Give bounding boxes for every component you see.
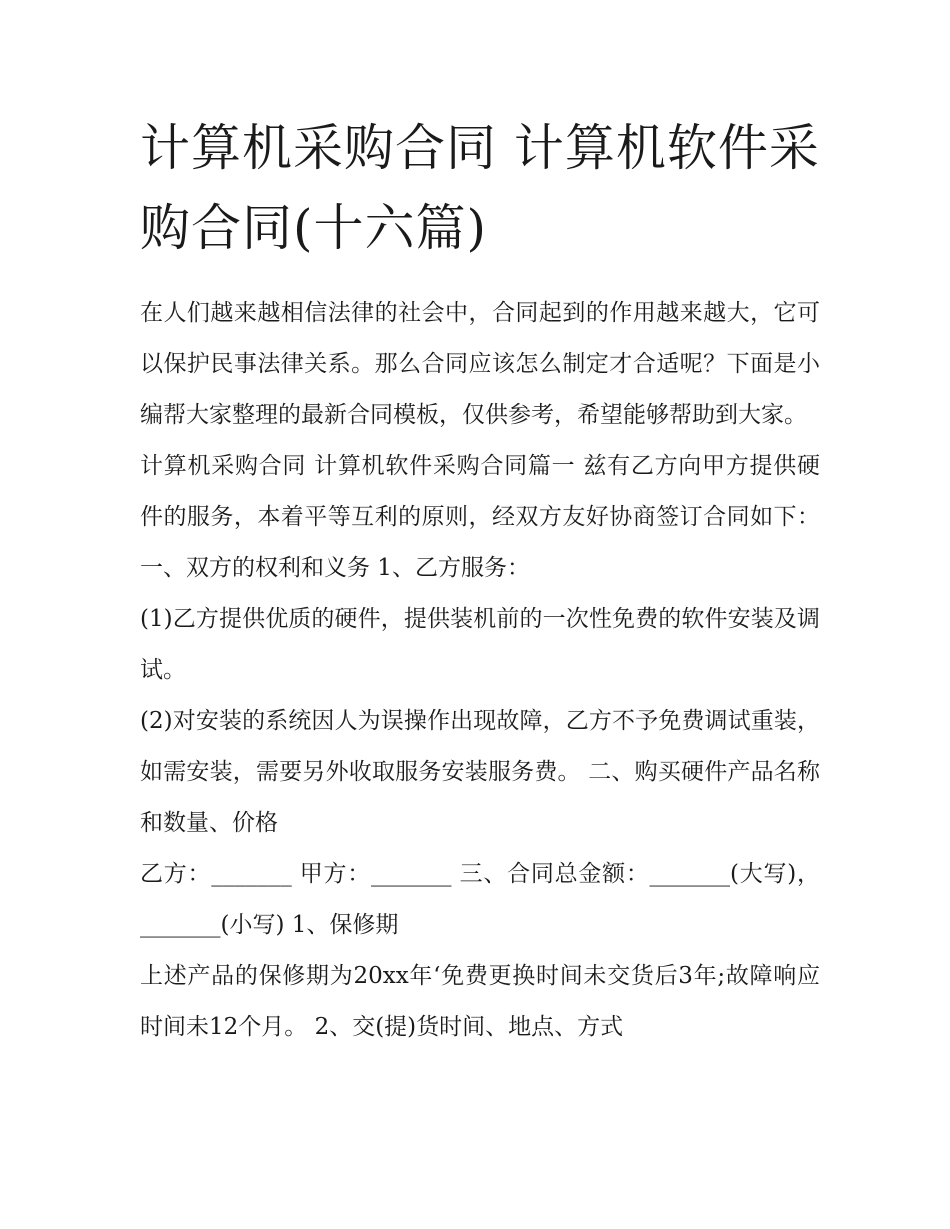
contract-opening-paragraph: 计算机采购合同 计算机软件采购合同篇一 兹有乙方向甲方提供硬件的服务，本着平等互利的原则，经双方友好协商签订合同如下： 一、双方的权利和义务 1、乙方服务： <box>140 453 820 581</box>
document-title: 计算机采购合同 计算机软件采购合同(十六篇) <box>140 119 820 257</box>
parties-amount-paragraph: 乙方：_______ 甲方：_______ 三、合同总金额：_______(大写)，_______(小写) 1、保修期 <box>140 861 820 938</box>
clause-2-paragraph: (2)对安装的系统因人为误操作出现故障，乙方不予免费调试重装，如需安装，需要另外收取服务安装服务费。 二、购买硬件产品名称和数量、价格 <box>140 708 820 836</box>
warranty-paragraph: 上述产品的保修期为20xx年‘免费更换时间未交货后3年;故障响应时间未12个月。 2、交(提)货时间、地点、方式 <box>140 963 820 1040</box>
document-page <box>140 108 820 1053</box>
clause-1-paragraph: (1)乙方提供优质的硬件，提供装机前的一次性免费的软件安装及调试。 <box>140 606 820 683</box>
intro-paragraph: 在人们越来越相信法律的社会中，合同起到的作用越来越大，它可以保护民事法律关系。那么合同应该怎么制定才合适呢？下面是小编帮大家整理的最新合同模板，仅供参考，希望能够帮助到大家。 <box>140 300 820 428</box>
